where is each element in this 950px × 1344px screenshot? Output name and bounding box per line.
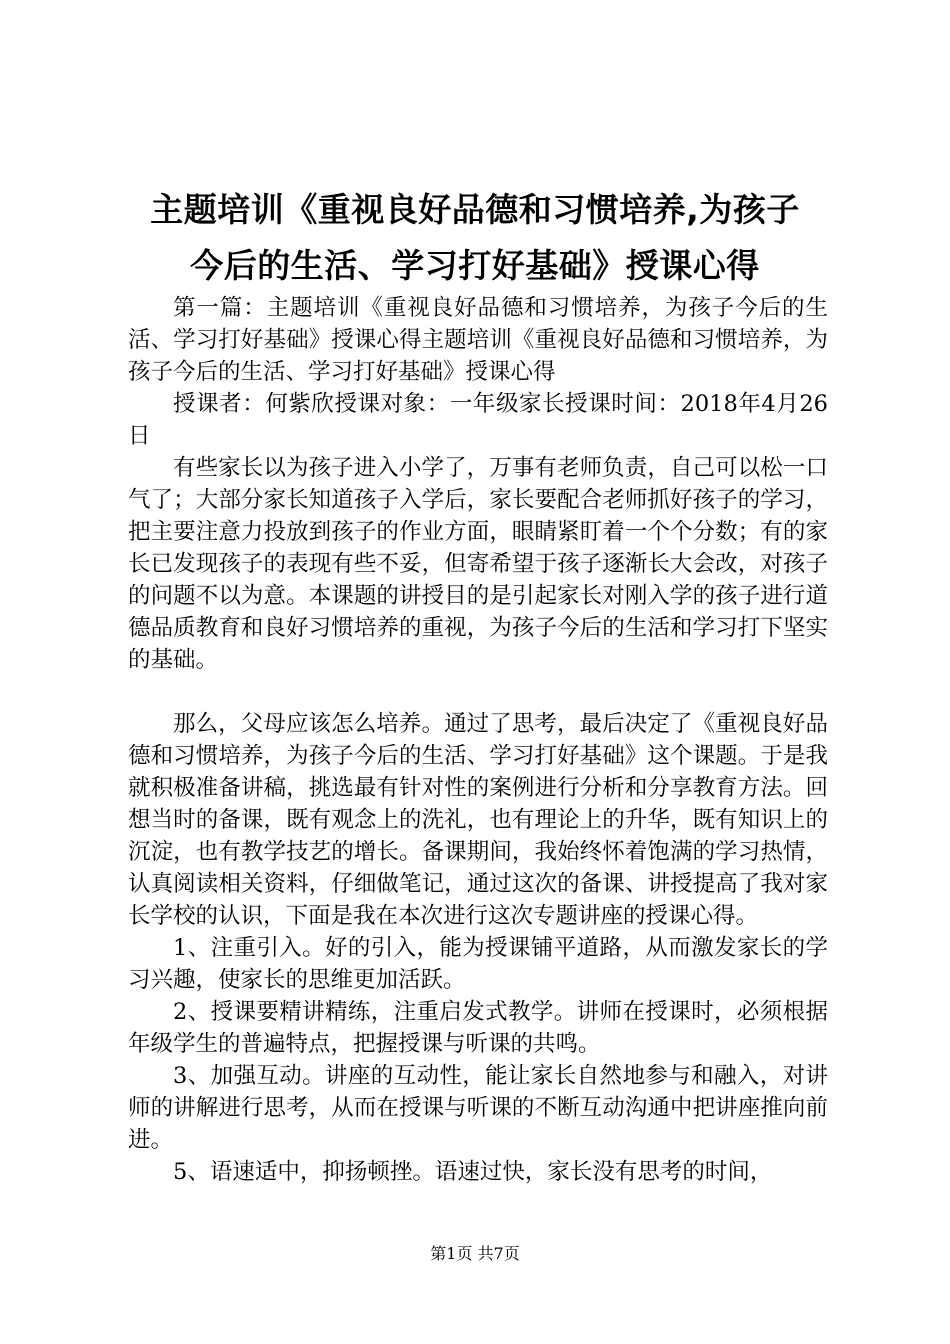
list-item-5: 5、语速适中，抑扬顿挫。语速过快，家长没有思考的时间， (173, 1159, 773, 1185)
list-item-3: 3、加强互动。讲座的互动性，能让家长自然地参与和融入，对讲师的讲解进行思考，从而在授课与听课的不断互动沟通中把讲座推向前进。 (128, 1063, 828, 1153)
title-line-1: 主题培训《重视良好品德和习惯培养,为孩子 (150, 190, 800, 229)
document-body (128, 292, 828, 1188)
paragraph-author-info: 授课者：何紫欣授课对象：一年级家长授课时间：2018年4月26日 (128, 391, 828, 449)
paragraph-spacer (128, 676, 828, 708)
document-title (110, 182, 840, 294)
title-line-2: 今后的生活、学习打好基础》授课心得 (190, 246, 760, 285)
page-indicator: 第1页 共7页 (430, 1244, 520, 1263)
list-item-1: 1、注重引入。好的引入，能为授课铺平道路，从而激发家长的学习兴趣，使家长的思维更加活跃。 (128, 935, 828, 993)
paragraph-background: 有些家长以为孩子进入小学了，万事有老师负责，自己可以松一口气了；大部分家长知道孩子入学后，家长要配合老师抓好孩子的学习，把主要注意力投放到孩子的作业方面，眼睛紧盯着一个个分数；有的家长已发现孩子的表现有些不妥，但寄希望于孩子逐渐长大会改，对孩子的问题不以为意。本课题的讲授目的是引起家长对刚入学的孩子进行道德品质教育和良好习惯培养的重视，为孩子今后的生活和学习打下坚实的基础。 (128, 455, 828, 673)
page-footer (0, 1244, 950, 1264)
paragraph-intro: 第一篇：主题培训《重视良好品德和习惯培养，为孩子今后的生活、学习打好基础》授课心得主题培训《重视良好品德和习惯培养，为孩子今后的生活、学习打好基础》授课心得 (128, 295, 828, 385)
list-item-2: 2、授课要精讲精练，注重启发式教学。讲师在授课时，必须根据年级学生的普遍特点，把握授课与听课的共鸣。 (128, 999, 828, 1057)
paragraph-preparation: 那么，父母应该怎么培养。通过了思考，最后决定了《重视良好品德和习惯培养，为孩子今后的生活、学习打好基础》这个课题。于是我就积极准备讲稿，挑选最有针对性的案例进行分析和分享教育方法。回想当时的备课，既有观念上的洗礼，也有理论上的升华，既有知识上的沉淀，也有教学技艺的增长。备课期间，我始终怀着饱满的学习热情，认真阅读相关资料，仔细做笔记，通过这次的备课、讲授提高了我对家长学校的认识，下面是我在本次进行这次专题讲座的授课心得。 (128, 711, 828, 929)
